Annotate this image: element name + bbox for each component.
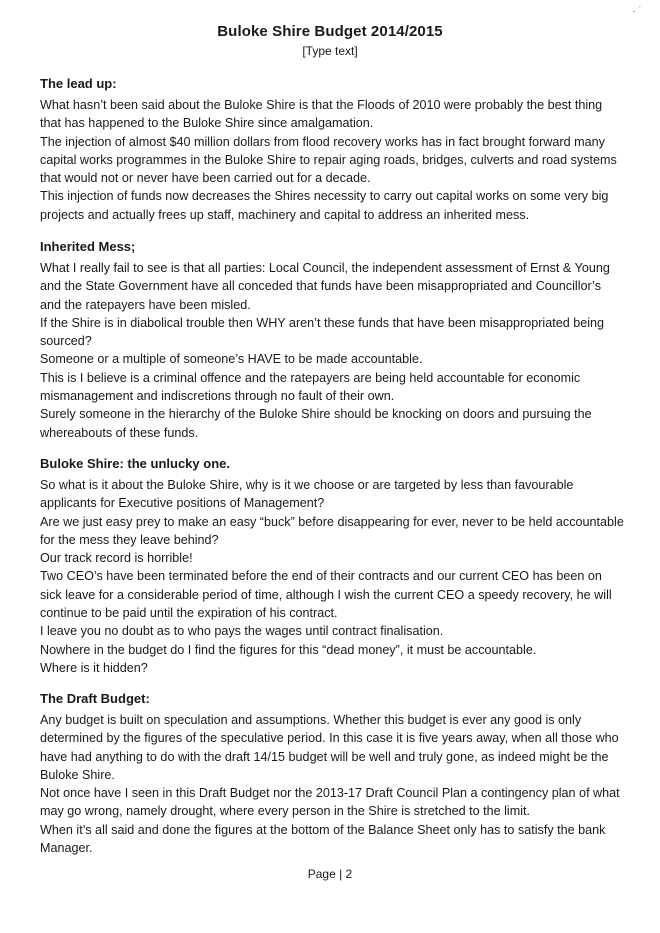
- section-heading: The lead up:: [40, 76, 117, 91]
- paragraph: What I really fail to see is that all parties: Local Council, the independent assessment of Ernst & Young and the State Government have all conceded that funds have been misappropriated and Councillor’s and the ratepayers have been misled.: [40, 261, 610, 312]
- paragraph: This is I believe is a criminal offence and the ratepayers are being held accountable for economic mismanagement and indiscretions through no fault of their own.: [40, 370, 581, 404]
- paragraph: Not once have I seen in this Draft Budget nor the 2013-17 Draft Council Plan a contingency plan of what may go wrong, namely drought, where every person in the Shire is stretched to the limit.: [40, 786, 620, 819]
- page-number: Page | 2: [307, 867, 353, 881]
- section-lead-up: [40, 75, 625, 224]
- paragraph: So what is it about the Buloke Shire, why is it we choose or are targeted by less than favourable applicants for Executive positions of Management?: [40, 478, 574, 511]
- paragraph: What hasn’t been said about the Buloke Shire is that the Floods of 2010 were probably the best thing that has happened to the Buloke Shire since amalgamation.: [40, 98, 603, 131]
- scan-specks: · ˙: [632, 6, 642, 17]
- section-inherited-mess: [40, 238, 625, 442]
- document-title: Buloke Shire Budget 2014/2015: [217, 23, 443, 40]
- paragraph: When it’s all said and done the figures at the bottom of the Balance Sheet only has to satisfy the bank Manager.: [40, 822, 606, 856]
- paragraph: Surely someone in the hierarchy of the Buloke Shire should be knocking on doors and pursuing the whereabouts of these funds.: [40, 407, 592, 440]
- section-draft-budget: [40, 690, 625, 857]
- paragraph: Someone or a multiple of someone’s HAVE to be made accountable.: [40, 352, 423, 367]
- paragraph: Our track record is horrible!: [40, 551, 193, 566]
- section-heading: Buloke Shire: the unlucky one.: [40, 456, 230, 471]
- paragraph: Where is it hidden?: [40, 660, 148, 675]
- paragraph: Are we just easy prey to make an easy “buck” before disappearing for ever, never to be held accountable for the mess they leave behind?: [40, 514, 624, 547]
- paragraph: The injection of almost $40 million dollars from flood recovery works has in fact brought forward many capital works programmes in the Buloke Shire to repair aging roads, bridges, culverts and road systems that would not or never have been carried out for a decade.: [40, 134, 617, 186]
- paragraph: I leave you no doubt as to who pays the wages until contract finalisation.: [40, 624, 444, 639]
- section-unlucky-one: [40, 455, 625, 677]
- section-heading: The Draft Budget:: [40, 691, 150, 706]
- paragraph: Nowhere in the budget do I find the figures for this “dead money”, it must be accountable.: [40, 642, 537, 657]
- paragraph: If the Shire is in diabolical trouble then WHY aren’t these funds that have been misappropriated being sourced?: [40, 315, 605, 349]
- paragraph: Two CEO’s have been terminated before the end of their contracts and our current CEO has been on sick leave for a considerable period of time, although I wish the current CEO a speedy recovery, he will continue to be paid until the expiration of his contract.: [40, 569, 612, 621]
- section-heading: Inherited Mess;: [40, 239, 136, 254]
- paragraph: This injection of funds now decreases the Shires necessity to carry out capital works on some very big projects and actually frees up staff, machinery and capital to address an inherited mess.: [40, 189, 609, 222]
- paragraph: Any budget is built on speculation and assumptions. Whether this budget is ever any good is only determined by the figures of the speculative period. In this case it is five years away, when all those who have had anything to do with the draft 14/15 budget will be well and truly gone, as indeed might be the Buloke Shire.: [40, 713, 619, 782]
- header-placeholder: [Type text]: [302, 44, 358, 58]
